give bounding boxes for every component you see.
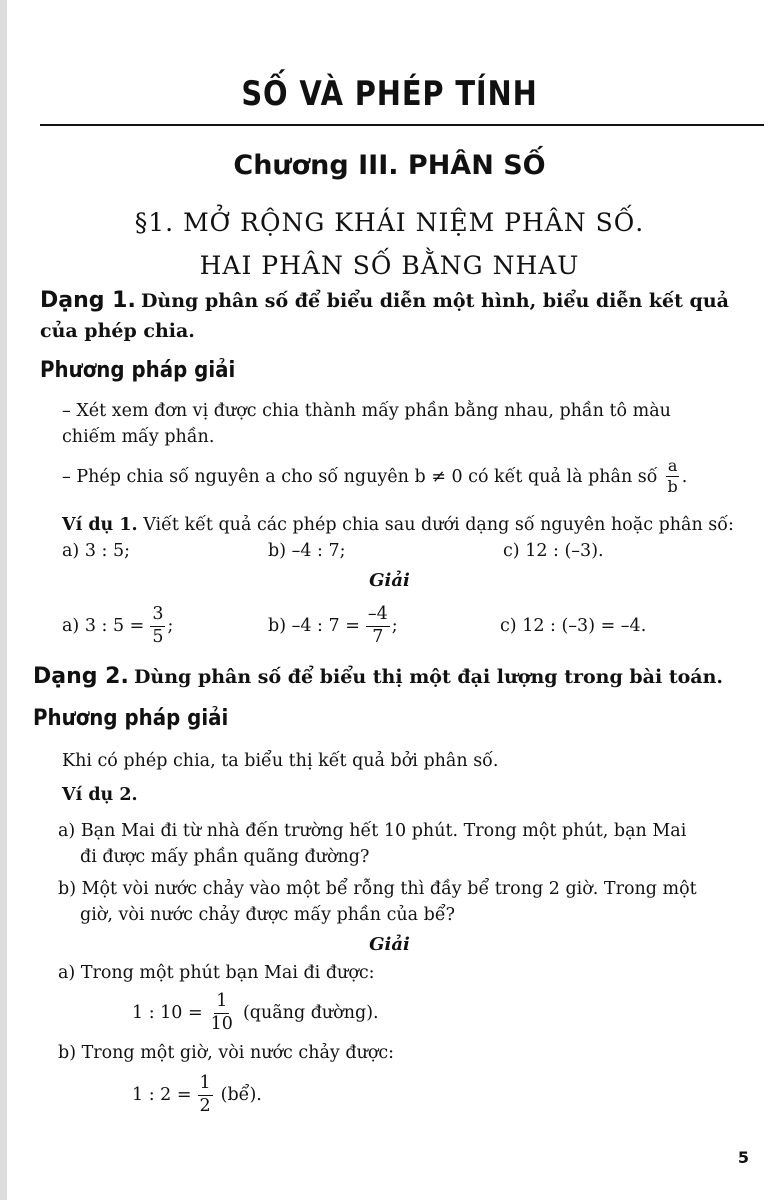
chapter-title: Chương III. PHÂN SỐ: [233, 150, 546, 181]
frac-den: b: [667, 477, 678, 496]
part-title: SỐ VÀ PHÉP TÍNH: [241, 74, 538, 114]
dang1-heading: [40, 288, 765, 313]
frac-num: 3: [150, 606, 165, 627]
semicolon: ;: [391, 616, 398, 636]
frac-den: 10: [210, 1013, 233, 1034]
dang2-solution-heading: Giải: [369, 934, 410, 955]
sol2-a-intro: a) Trong một phút bạn Mai đi được:: [58, 963, 375, 983]
dang2-method-text: Khi có phép chia, ta biểu thị kết quả bởi phân số.: [62, 751, 499, 771]
sol2-b: [132, 1068, 262, 1122]
frac-den: 7: [372, 626, 384, 647]
sol2-b-unit: (bể).: [220, 1085, 262, 1105]
sol2-b-fraction: [198, 1075, 213, 1115]
title-rule: [40, 124, 764, 126]
sol2-a: [132, 986, 379, 1040]
dang1-method-p1-line2: chiếm mấy phần.: [62, 427, 215, 447]
semicolon: ;: [167, 616, 174, 636]
page-number: 5: [737, 1148, 749, 1167]
section-title-line1: §1. MỞ RỘNG KHÁI NIỆM PHÂN SỐ.: [134, 208, 645, 237]
sol1-a: [62, 600, 173, 652]
example2-q-b-line2: giờ, vòi nước chảy được mấy phần của bể?: [80, 905, 456, 925]
sol2-b-expr: 1 : 2 =: [132, 1085, 192, 1105]
sol2-a-unit: (quãng đường).: [242, 1003, 379, 1023]
section-title-line2: HAI PHÂN SỐ BẰNG NHAU: [199, 251, 580, 280]
dang2-text: Dùng phân số để biểu thị một đại lượng trong bài toán.: [133, 666, 724, 688]
sol1-b-expr: b) –4 : 7 =: [268, 616, 360, 636]
frac-num: a: [667, 456, 678, 475]
example1-item-b: b) –4 : 7;: [268, 541, 346, 561]
dang2-method-heading: Phương pháp giải: [33, 706, 229, 731]
frac-den: 5: [152, 626, 164, 647]
sol1-b-fraction: [366, 606, 390, 646]
dang1-method-p2: – Phép chia số nguyên a cho số nguyên b ≠ 0 có kết quả là phân số $\frac{a}{b}$ .: [62, 456, 688, 496]
dang1-text-line1: Dùng phân số để biểu diễn một hình, biểu diễn kết quả: [140, 290, 729, 312]
frac-num: 1: [198, 1075, 213, 1096]
dang1-solution-heading: Giải: [369, 570, 410, 591]
example1-text: Viết kết quả các phép chia sau dưới dạng số nguyên hoặc phân số:: [143, 515, 734, 535]
sol1-b: [268, 600, 398, 652]
sol2-a-fraction: [209, 993, 235, 1033]
example1: [62, 512, 774, 538]
dang2-heading: [33, 664, 773, 689]
frac-num: 1: [214, 993, 229, 1014]
sol2-a-expr: 1 : 10 =: [132, 1003, 203, 1023]
sol1-a-expr: a) 3 : 5 =: [62, 616, 145, 636]
example2-q-b-line1: b) Một vòi nước chảy vào một bể rỗng thì đầy bể trong 2 giờ. Trong một: [58, 879, 697, 899]
dang1-method-heading: Phương pháp giải: [40, 358, 236, 383]
fraction-a-over-b: [666, 458, 680, 495]
example2-label: Ví dụ 2.: [62, 785, 138, 805]
example1-label: Ví dụ 1.: [62, 515, 138, 535]
dang1-label: Dạng 1.: [40, 288, 136, 313]
example1-item-c: c) 12 : (–3).: [503, 541, 604, 561]
example2-q-a-line1: a) Bạn Mai đi từ nhà đến trường hết 10 phút. Trong một phút, bạn Mai: [58, 821, 687, 841]
dang1-text-line2: của phép chia.: [40, 320, 195, 342]
example1-item-a: a) 3 : 5;: [62, 541, 131, 561]
dang2-label: Dạng 2.: [33, 664, 129, 689]
frac-num: –4: [366, 606, 390, 627]
dang1-method-p2-text: – Phép chia số nguyên a cho số nguyên b ≠ 0 có kết quả là phân số: [62, 466, 658, 487]
dang1-method-p1-line1: – Xét xem đơn vị được chia thành mấy phần bằng nhau, phần tô màu: [62, 401, 671, 421]
example2-q-a-line2: đi được mấy phần quãng đường?: [80, 847, 370, 867]
sol1-a-fraction: [150, 606, 165, 646]
frac-den: 2: [199, 1095, 211, 1116]
sol2-b-intro: b) Trong một giờ, vòi nước chảy được:: [58, 1043, 395, 1063]
sol1-c: c) 12 : (–3) = –4.: [500, 616, 647, 636]
